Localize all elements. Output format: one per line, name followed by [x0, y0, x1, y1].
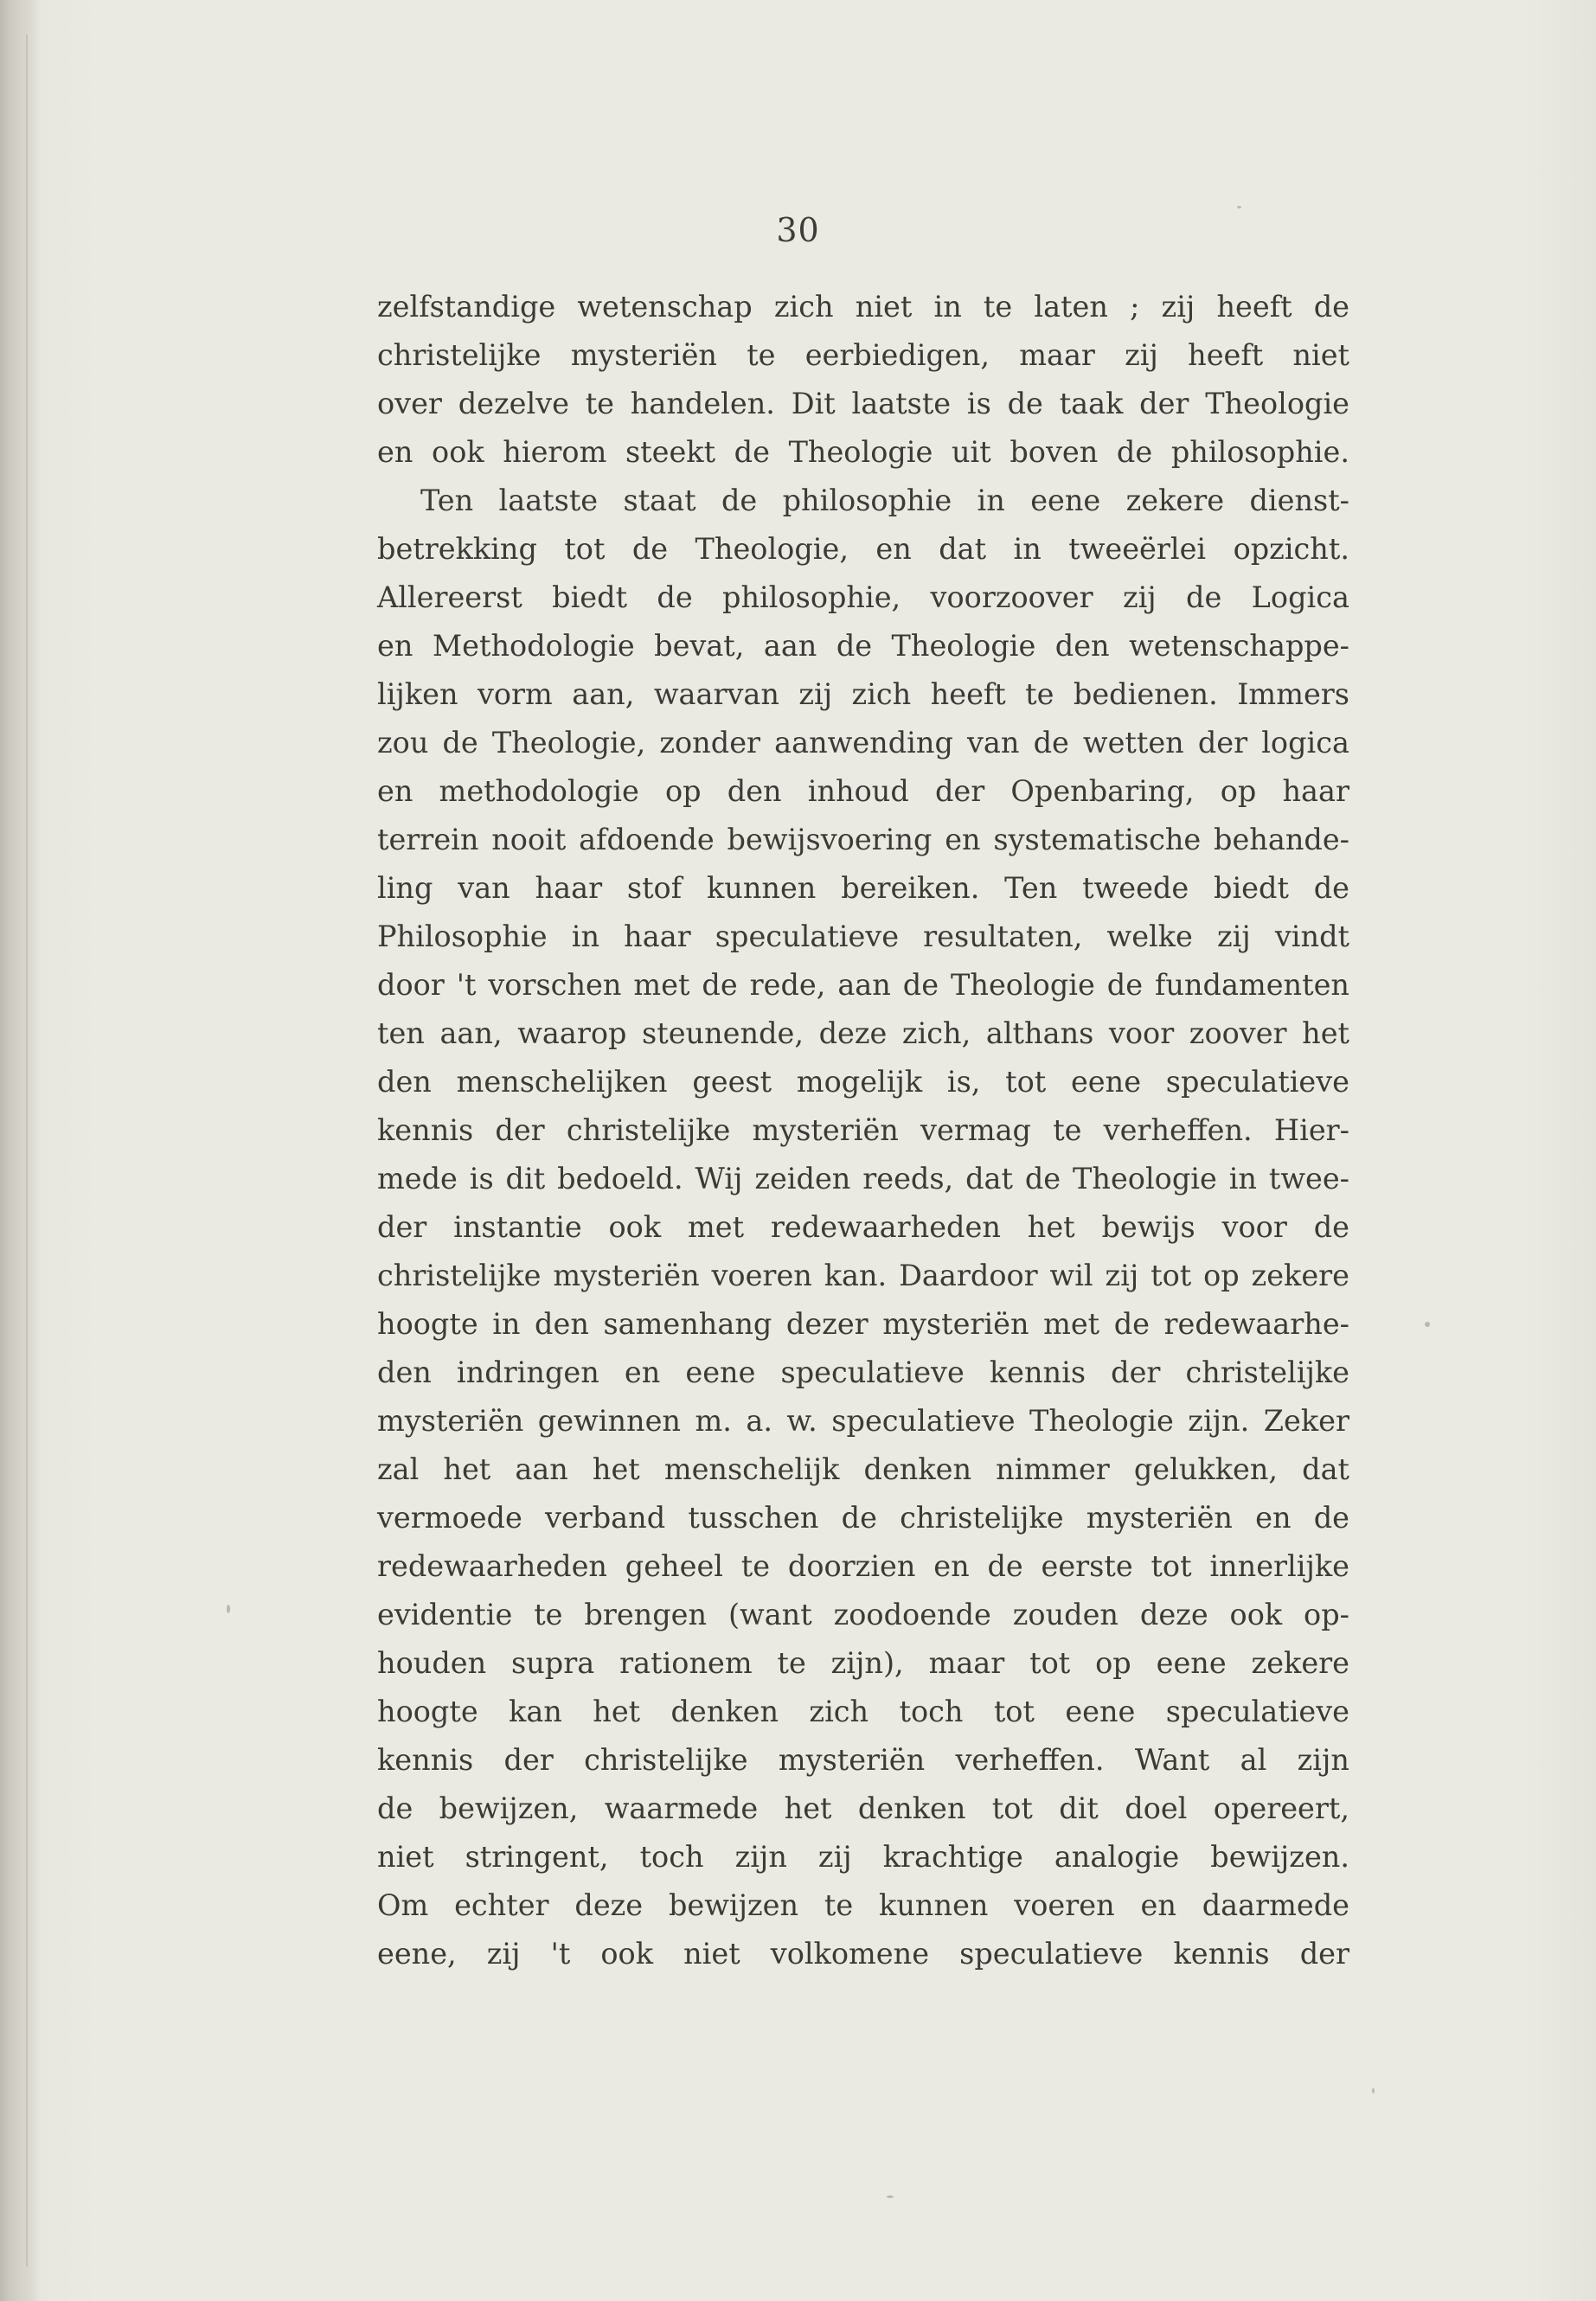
text-line: Allereerst biedt de philosophie, voorzoover zij de Logica — [377, 580, 1349, 614]
text-line: evidentie te brengen (want zoodoende zouden deze ook op- — [377, 1598, 1349, 1631]
text-line: Om echter deze bewijzen te kunnen voeren en daarmede — [377, 1888, 1349, 1922]
text-line: niet stringent, toch zijn zij krachtige analogie bewijzen. — [377, 1840, 1349, 1874]
text-line: den menschelijken geest mogelijk is, tot eene speculatieve — [377, 1065, 1349, 1099]
text-line: mysteriën gewinnen m. a. w. speculatieve Theologie zijn. Zeker — [377, 1404, 1349, 1438]
text-line: door 't vorschen met de rede, aan de Theologie de fundamenten — [377, 968, 1349, 1002]
text-line: betrekking tot de Theologie, en dat in tweeërlei opzicht. — [377, 532, 1349, 566]
text-line: zelfstandige wetenschap zich niet in te laten ; zij heeft de — [377, 290, 1349, 324]
text-line: den indringen en eene speculatieve kennis der christelijke — [377, 1356, 1349, 1389]
text-line: ten aan, waarop steunende, deze zich, althans voor zoover het — [377, 1016, 1349, 1050]
text-line: hoogte in den samenhang dezer mysteriën met de redewaarhe- — [377, 1307, 1349, 1341]
text-line: zal het aan het menschelijk denken nimmer gelukken, dat — [377, 1452, 1349, 1486]
page-number: 30 — [776, 211, 820, 249]
text-line: zou de Theologie, zonder aanwending van de wetten der logica — [377, 726, 1349, 760]
text-line: vermoede verband tusschen de christelijke mysteriën en de — [377, 1501, 1349, 1535]
text-line: lijken vorm aan, waarvan zij zich heeft te bedienen. Immers — [377, 677, 1349, 711]
paper-speck — [1372, 2088, 1375, 2093]
binding-edge-line — [26, 35, 28, 2266]
text-line: christelijke mysteriën voeren kan. Daardoor wil zij tot op zekere — [377, 1259, 1349, 1292]
body-text — [377, 283, 1349, 1978]
text-line: over dezelve te handelen. Dit laatste is de taak der Theologie — [377, 387, 1349, 420]
text-line: ling van haar stof kunnen bereiken. Ten tweede biedt de — [377, 871, 1349, 905]
text-line: redewaarheden geheel te doorzien en de eerste tot innerlijke — [377, 1549, 1349, 1583]
text-line: terrein nooit afdoende bewijsvoering en systematische behande- — [377, 823, 1349, 856]
paper-speck — [1237, 206, 1241, 208]
text-line: en Methodologie bevat, aan de Theologie den wetenschappe- — [377, 629, 1349, 663]
text-line: hoogte kan het denken zich toch tot eene speculatieve — [377, 1695, 1349, 1728]
paper-speck — [1425, 1322, 1430, 1327]
text-line: de bewijzen, waarmede het denken tot dit doel opereert, — [377, 1791, 1349, 1825]
text-line: mede is dit bedoeld. Wij zeiden reeds, dat de Theologie in twee- — [377, 1162, 1349, 1195]
text-line: kennis der christelijke mysteriën vermag te verheffen. Hier- — [377, 1113, 1349, 1147]
text-line: der instantie ook met redewaarheden het bewijs voor de — [377, 1210, 1349, 1244]
binding-gutter — [0, 0, 42, 2301]
text-line: eene, zij 't ook niet volkomene speculatieve kennis der — [377, 1937, 1349, 1971]
text-line: Philosophie in haar speculatieve resultaten, welke zij vindt — [377, 920, 1349, 953]
text-line: en ook hierom steekt de Theologie uit boven de philosophie. — [377, 435, 1349, 469]
text-line: christelijke mysteriën te eerbiedigen, maar zij heeft niet — [377, 338, 1349, 372]
text-line: kennis der christelijke mysteriën verheffen. Want al zijn — [377, 1743, 1349, 1777]
text-line: houden supra rationem te zijn), maar tot op eene zekere — [377, 1646, 1349, 1680]
paper-speck — [887, 2195, 894, 2198]
text-line: Ten laatste staat de philosophie in eene zekere dienst- — [420, 484, 1349, 517]
paper-speck — [227, 1605, 230, 1613]
text-line: en methodologie op den inhoud der Openbaring, op haar — [377, 774, 1349, 808]
